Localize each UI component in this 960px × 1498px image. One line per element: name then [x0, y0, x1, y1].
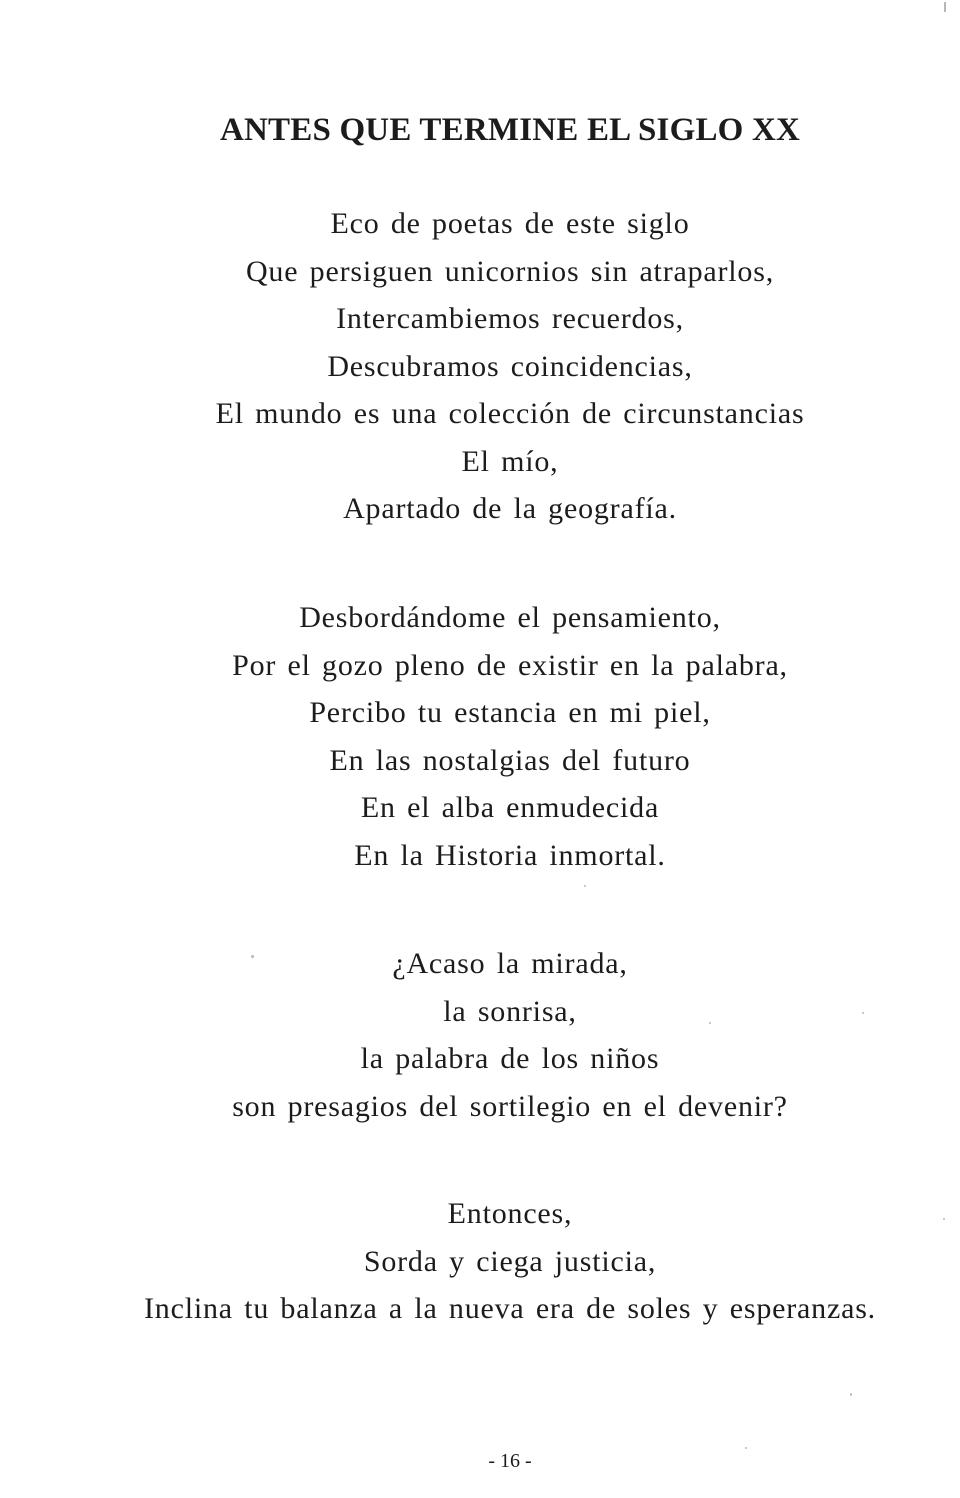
poem-line: la palabra de los niños [360, 1042, 660, 1075]
page-number: - 16 - [488, 1450, 532, 1472]
poem-line: En la Historia inmortal. [354, 838, 666, 872]
scan-speck [709, 1022, 711, 1024]
poem-line: Intercambiemos recuerdos, [336, 302, 684, 335]
poem-line: ¿Acaso la mirada, [392, 947, 628, 980]
poem-line: En las nostalgias del futuro [329, 743, 691, 777]
poem-title: ANTES QUE TERMINE EL SIGLO XX [219, 112, 801, 148]
poem-line: Apartado de la geografía. [343, 492, 677, 525]
poem-line: Eco de poetas de este siglo [330, 207, 690, 240]
poem-line: Percibo tu estancia en mi piel, [309, 696, 711, 729]
stanza-2 [0, 594, 960, 879]
poem-line: Entonces, [447, 1197, 573, 1230]
poem-line: El mundo es una colección de circunstancias [215, 397, 805, 430]
scan-speck [251, 955, 254, 958]
stanza-1 [0, 200, 960, 533]
poem-line: Sorda y ciega justicia, [363, 1244, 657, 1278]
poem-line: la sonrisa, [443, 994, 577, 1028]
poem-line: Descubramos coincidencias, [327, 349, 693, 383]
poem-line: son presagios del sortilegio en el devenir? [232, 1089, 788, 1123]
poem-line: Que persiguen unicornios sin atraparlos, [245, 254, 775, 288]
scan-speck [584, 885, 586, 887]
scan-speck [850, 1393, 852, 1396]
poem-line: En el alba enmudecida [360, 791, 660, 824]
poem-line: El mío, [461, 444, 559, 478]
scan-speck [944, 2, 946, 12]
poem-line: Desbordándome el pensamiento, [299, 601, 721, 634]
scan-speck [943, 1218, 945, 1220]
stanza-3 [0, 940, 960, 1130]
poem-line: Inclina tu balanza a la nueva era de soles y esperanzas. [144, 1292, 876, 1325]
stanza-4 [0, 1190, 960, 1333]
scan-speck [862, 1012, 864, 1014]
scan-speck [745, 1447, 747, 1449]
poem-line: Por el gozo pleno de existir en la palabra, [232, 648, 788, 682]
